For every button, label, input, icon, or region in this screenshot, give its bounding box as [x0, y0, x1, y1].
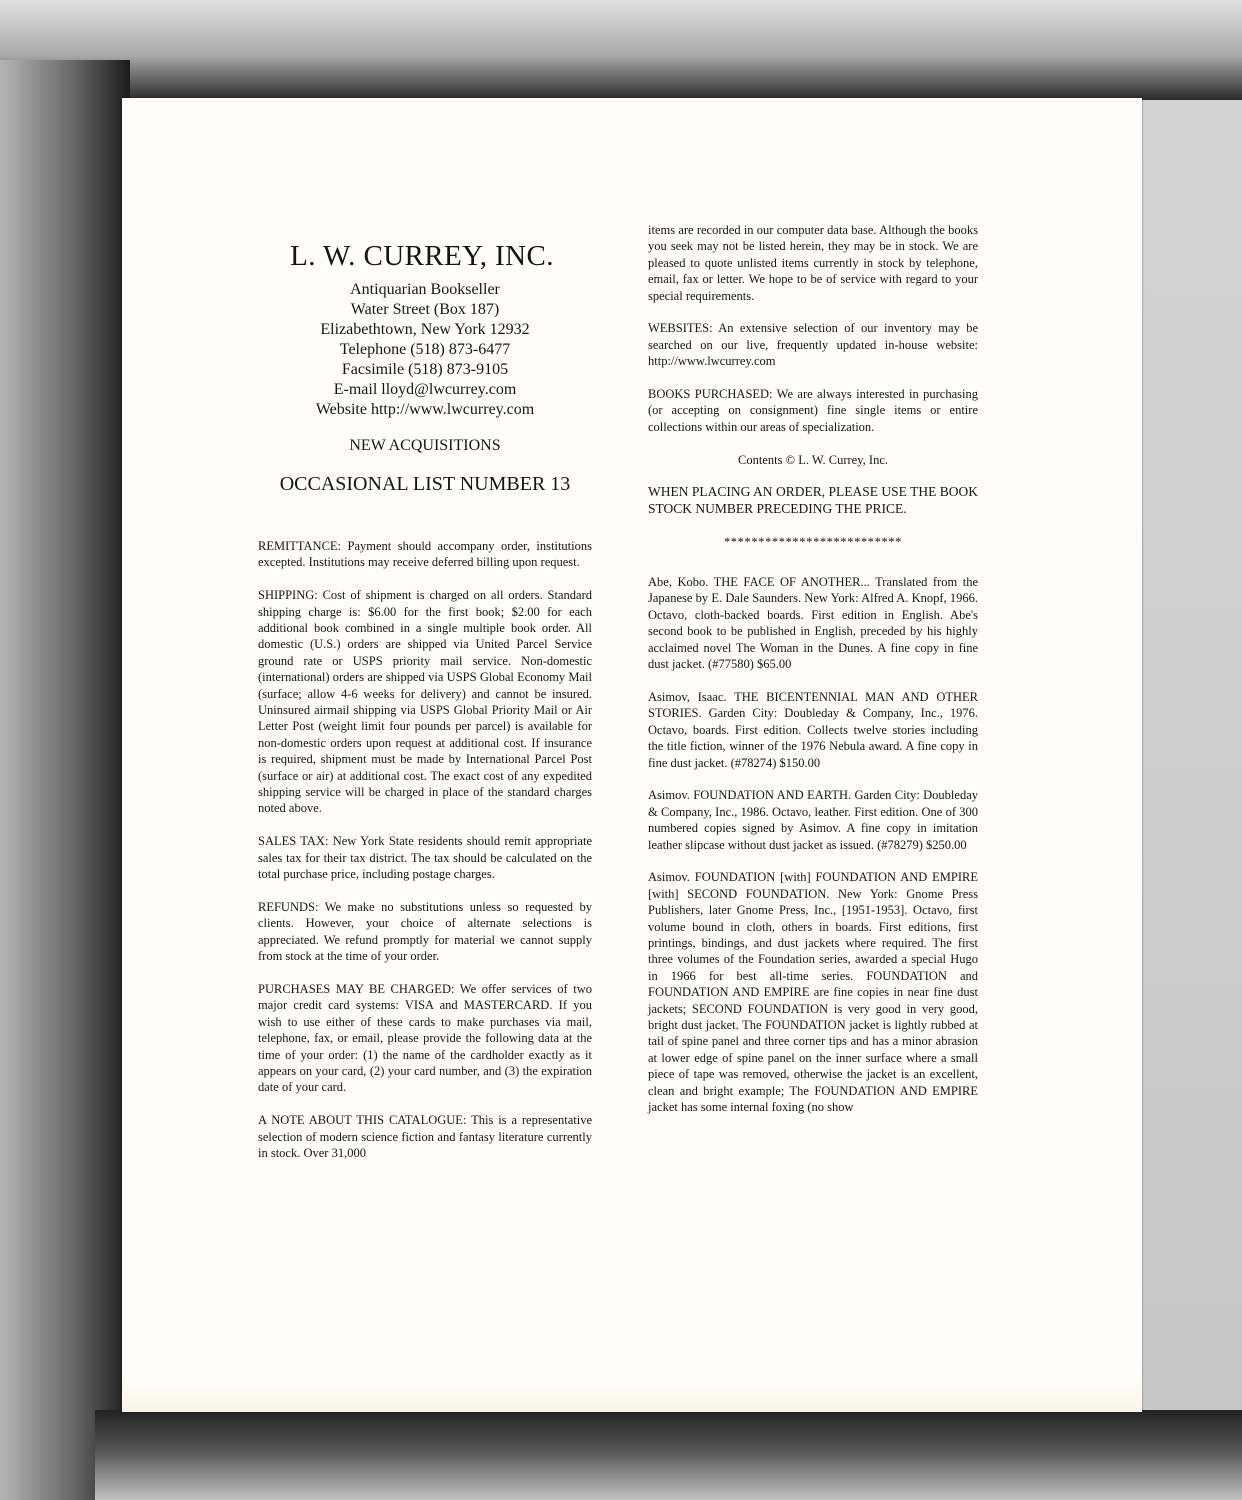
sales-tax-paragraph: SALES TAX: New York State residents should remit appropriate sales tax for their tax district. The tax should be calculated on the total purchase price, including postage charges. [258, 834, 592, 882]
facsimile-line: Facsimile (518) 873-9105 [341, 361, 509, 378]
purchases-charged-paragraph: PURCHASES MAY BE CHARGED: We offer services of two major credit card systems: VISA and MASTERCARD. If you wish to use either of these cards to make purchases via mail, telephone, fax, or email, please provide the following data at the time of your order: (1) the name of the cardholder exactly as it appears on your card, (2) your card number, and (3) the expiration date of your card. [258, 981, 592, 1095]
background-shadow-bottom [95, 1410, 1242, 1500]
shipping-paragraph: SHIPPING: Cost of shipment is charged on all orders. Standard shipping charge is: $6.00 for the first book; $2.00 for each additional book combined in a single multiple book order. All domestic (U.S.) orders are shipped via United Parcel Service ground rate or USPS priority mail service. Non-domestic (international) orders are shipped via USPS Global Economy Mail (surface; allow 4-6 weeks for delivery) and cannot be insured. Uninsured airmail shipping via USPS Global Priority Mail or Air Letter Post (weight limit four pounds per parcel) is available for non-domestic orders upon request at additional cost. If insurance is required, shipment must be made by International Parcel Post (surface or air) at additional cost. The exact cost of any expedited shipping service will be charged in place of the standard charges noted above. [258, 588, 592, 816]
website-line: Website http://www.lwcurrey.com [315, 401, 535, 418]
refunds-paragraph: REFUNDS: We make no substitutions unless so requested by clients. However, your choice of alternate selections is appreciated. We refund promptly for material we cannot supply from stock at the time of your order. [258, 899, 592, 964]
catalogue-entry: Asimov. FOUNDATION [with] FOUNDATION AND EMPIRE [with] SECOND FOUNDATION. New York: Gnome Press Publishers, later Gnome Press, Inc., [1951-1953]. Octavo, first volume bound in cloth, others in boards. First editions, first printings, bindings, and dust jackets where required. The first three volumes of the Foundation series, awarded a special Hugo in 1966 for best all-time series. FOUNDATION and FOUNDATION AND EMPIRE are fine copies in near fine dust jackets; SECOND FOUNDATION is very good in very good, bright dust jacket. The FOUNDATION jacket is lightly rubbed at tail of spine panel and three corner tips and has a minor abrasion at lower edge of spine panel on the inner surface where a small piece of tape was removed, otherwise the jacket is an excellent, clean and bright example; The FOUNDATION AND EMPIRE jacket has some internal foxing (no show [648, 870, 978, 1114]
letterhead [258, 238, 592, 496]
email-line: E-mail lloyd@lwcurrey.com [333, 381, 517, 398]
address-line: Antiquarian Bookseller [350, 281, 500, 298]
background-shadow-top [0, 0, 1242, 100]
remittance-paragraph: REMITTANCE: Payment should accompany order, institutions excepted. Institutions may receive deferred billing upon request. [258, 539, 592, 570]
address-line: Elizabethtown, New York 12932 [320, 321, 530, 338]
telephone-line: Telephone (518) 873-6477 [339, 341, 511, 358]
order-instructions: WHEN PLACING AN ORDER, PLEASE USE THE BOOK STOCK NUMBER PRECEDING THE PRICE. [648, 484, 978, 516]
websites-paragraph: WEBSITES: An extensive selection of our inventory may be searched on our live, frequently updated in-house website: http://www.lwcurrey.com [648, 321, 978, 369]
right-column [648, 222, 978, 1132]
catalogue-entry: Abe, Kobo. THE FACE OF ANOTHER... Translated from the Japanese by E. Dale Saunders. New York: Alfred A. Knopf, 1966. Octavo, cloth-backed boards. First edition in English. Abe's second book to be published in English, preceded by his highly acclaimed novel The Woman in the Dunes. A fine copy in fine dust jacket. (#77580) $65.00 [648, 575, 978, 672]
separator-asterisks: ************************** [723, 534, 903, 549]
address-line: Water Street (Box 187) [350, 301, 500, 318]
list-title: OCCASIONAL LIST NUMBER 13 [279, 473, 571, 495]
subtitle: NEW ACQUISITIONS [349, 437, 501, 454]
left-column [258, 238, 592, 1178]
background-shadow-left [0, 60, 130, 1500]
catalogue-note-paragraph: A NOTE ABOUT THIS CATALOGUE: This is a representative selection of modern science fiction and fantasy literature currently in stock. Over 31,000 [258, 1113, 592, 1160]
catalogue-page [122, 98, 1142, 1412]
books-purchased-paragraph: BOOKS PURCHASED: We are always interested in purchasing (or accepting on consignment) fine single items or entire collections within our areas of specialization. [648, 387, 978, 434]
company-name: L. W. CURREY, INC. [290, 240, 554, 272]
catalogue-entry: Asimov. FOUNDATION AND EARTH. Garden City: Doubleday & Company, Inc., 1986. Octavo, leather. First edition. One of 300 numbered copies signed by Asimov. A fine copy in imitation leather slipcase without dust jacket as issued. (#78279) $250.00 [648, 788, 978, 852]
copyright-line: Contents © L. W. Currey, Inc. [738, 452, 888, 467]
catalogue-note-continuation: items are recorded in our computer data base. Although the books you seek may not be listed herein, they may be in stock. We are pleased to quote unlisted items currently in stock by telephone, email, fax or letter. We hope to be of service with regard to your special requirements. [648, 223, 978, 303]
catalogue-entry: Asimov, Isaac. THE BICENTENNIAL MAN AND OTHER STORIES. Garden City: Doubleday & Company, Inc., 1976. Octavo, boards. First edition. Collects twelve stories including the title fiction, winner of the 1976 Nebula award. A fine copy in fine dust jacket. (#78274) $150.00 [648, 689, 978, 770]
